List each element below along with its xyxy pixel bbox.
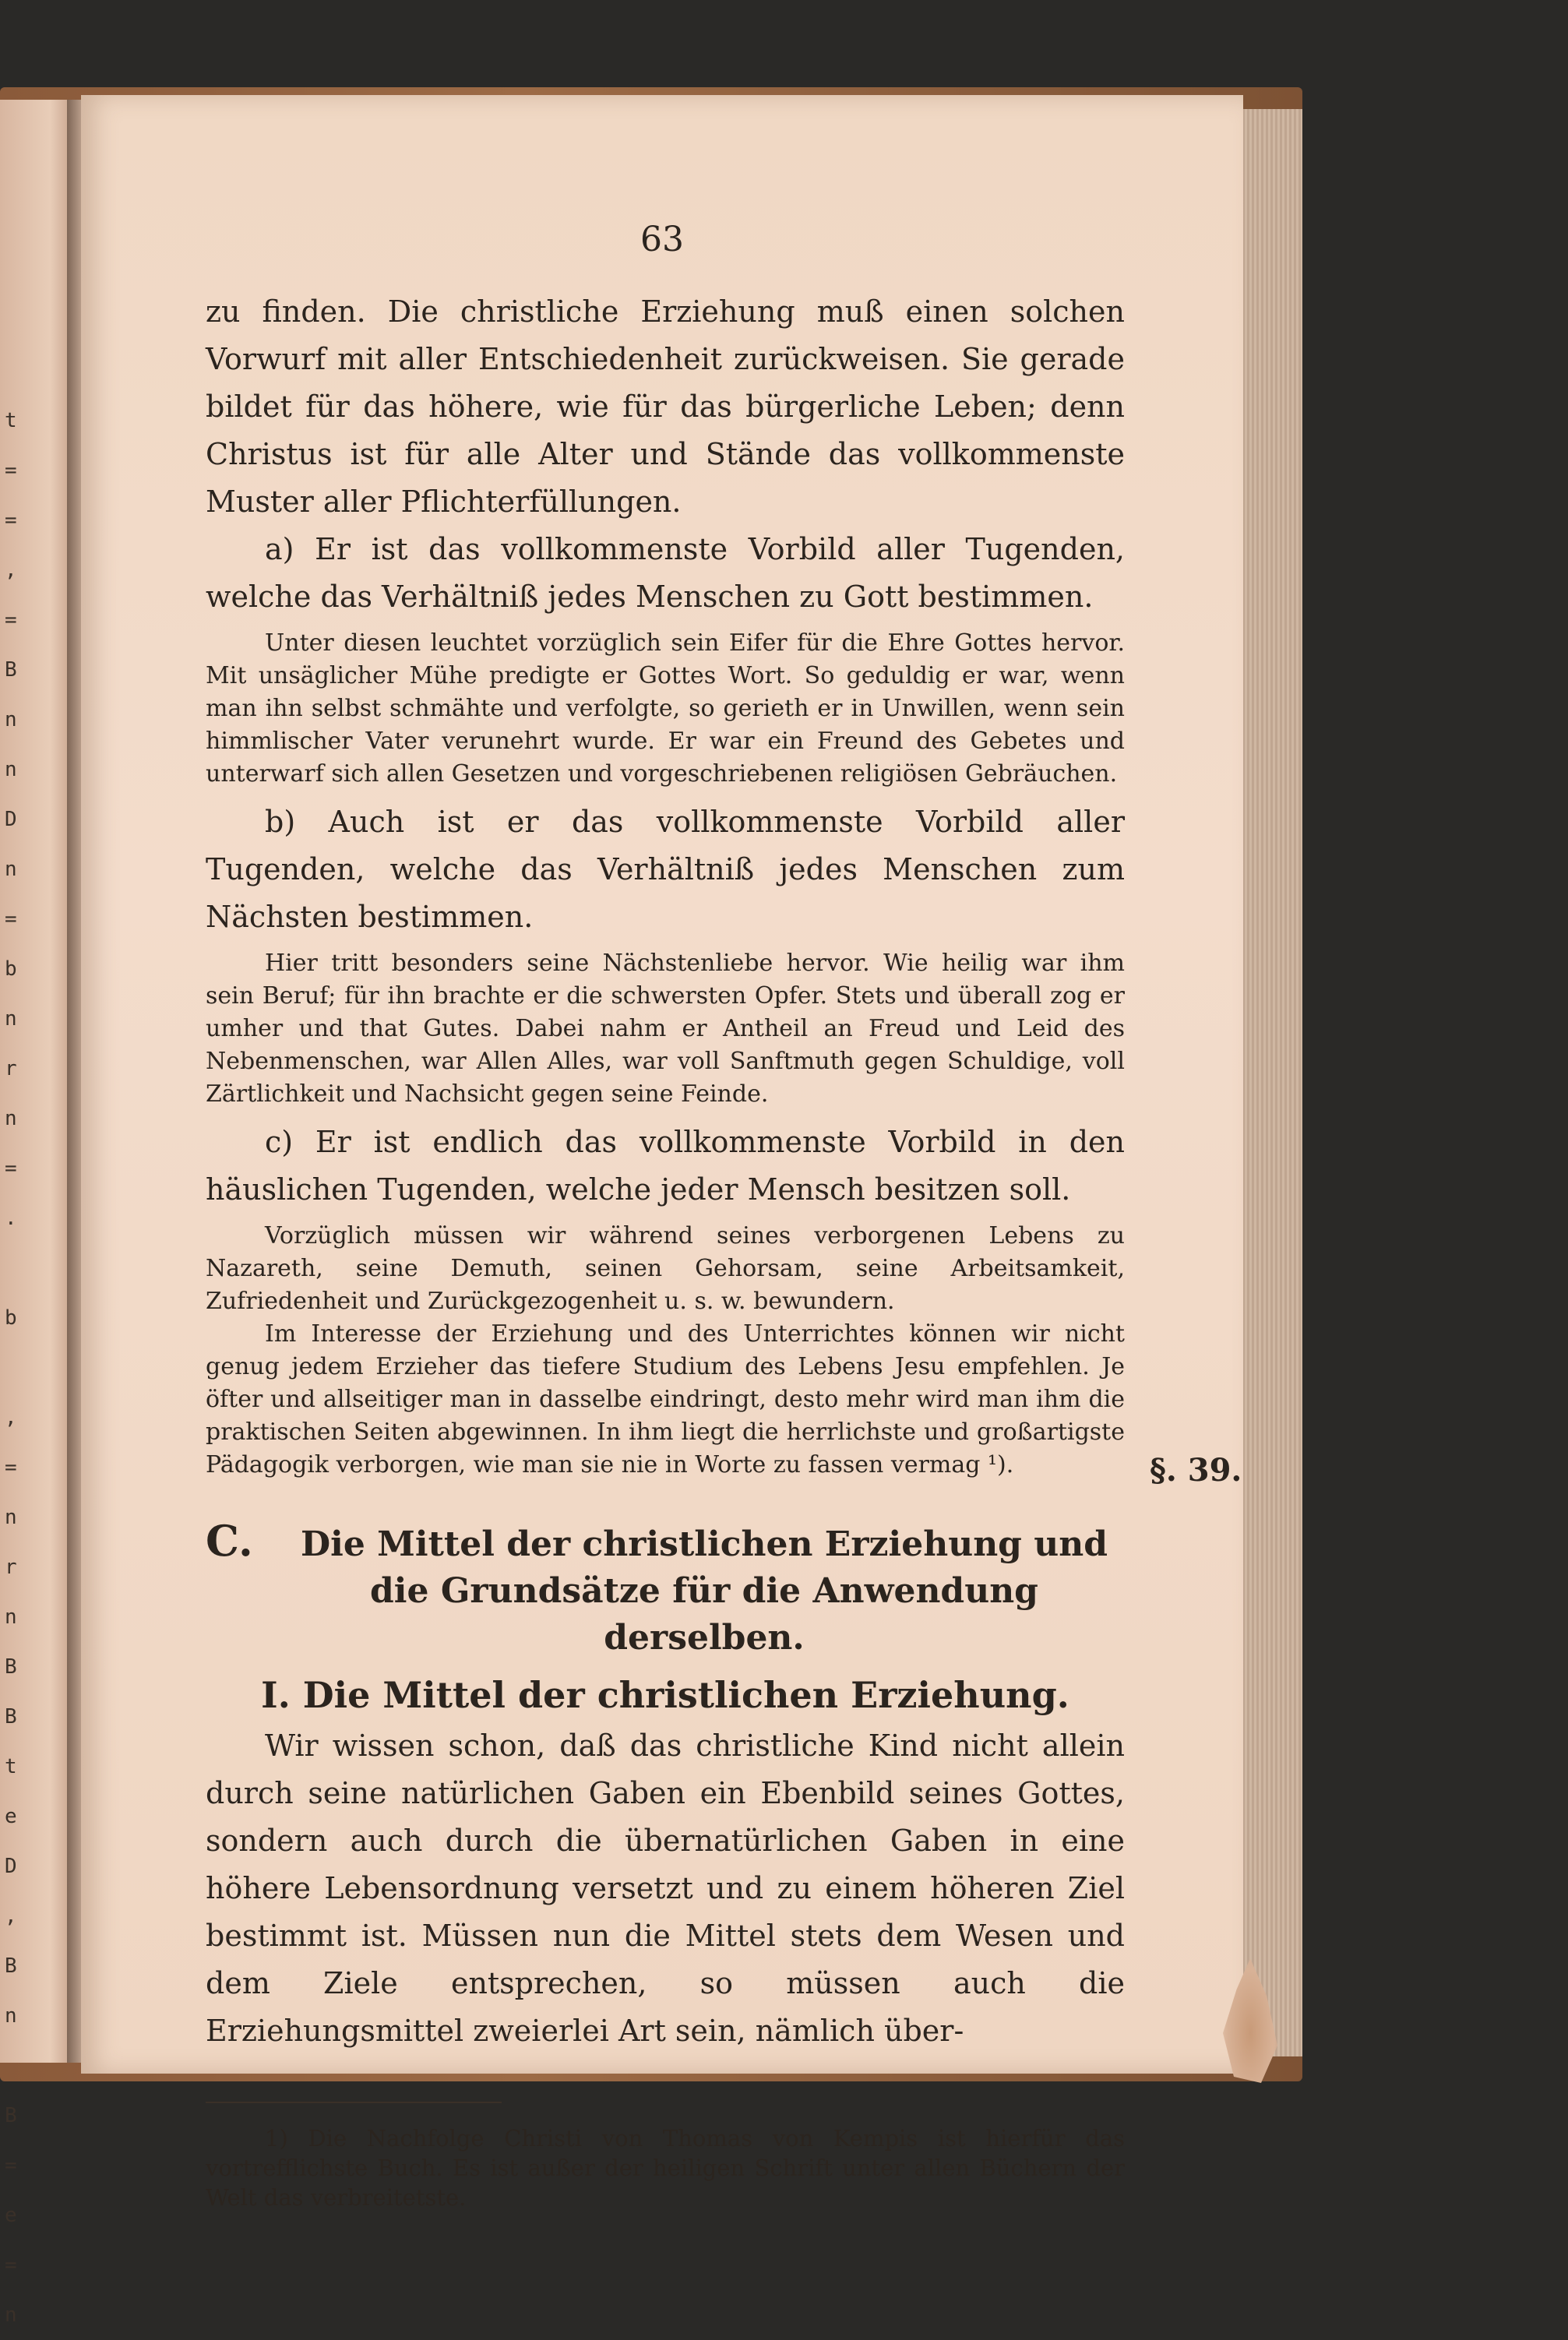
paragraph: Wir wissen schon, daß das christliche Kind nicht allein durch seine natürlichen Gaben ein Ebenbild seines Gottes, sondern auch durch die übernatürlichen Gaben in eine höhere Lebensordnung versetzt und zu einem höheren Ziel bestimmt ist. Müssen nun die Mittel stets dem Wesen und dem Ziele entsprechen, so müssen auch die Erziehungsmittel zweierlei Art sein, nämlich über- [206, 1729, 1125, 2048]
book-gutter [67, 100, 83, 2063]
subsection-title: I. Die Mittel der christlichen Erziehung. [261, 1674, 1069, 1716]
section-heading [206, 1516, 1125, 1662]
left-page-margin-marks: t = = , = B n n D n = b n r n = . b , = n r n B B t e D , B n B = e = n [5, 409, 17, 2327]
section-title: Die Mittel der christlichen Erziehung und die Grundsätze für die Anwendung derselben. [300, 1524, 1108, 1658]
left-page-edge [0, 100, 72, 2327]
paragraph: zu finden. Die christliche Erziehung muß einen solchen Vorwurf mit aller Entschiedenheit zurückweisen. Sie gerade bildet für das höhere, wie für das bürgerliche Leben; denn Christus ist für alle Alter und Stände das vollkommenste Muster aller Pflichterfüllungen. [206, 294, 1125, 519]
paragraph: b) Auch ist er das vollkommenste Vorbild aller Tugenden, welche das Verhältniß jedes Menschen zum Nächsten bestimmen. [206, 805, 1125, 934]
page-text-block [206, 288, 1125, 2212]
page-number: 63 [640, 220, 684, 259]
paragraph-small: Vorzüglich müssen wir während seines verborgenen Lebens zu Nazareth, seine Demuth, seinen Gehorsam, seine Arbeitsamkeit, Zufriedenheit und Zurückgezogenheit u. s. w. bewundern. [206, 1222, 1125, 1315]
paragraph-small: Unter diesen leuchtet vorzüglich sein Eifer für die Ehre Gottes hervor. Mit unsäglicher Mühe predigte er Gottes Wort. So geduldig er war, wenn man ihn selbst schmähte und verfolgte, so gerieth er in Unwillen, wenn sein himmlischer Vater verunehrt wurde. Er war ein Freund des Gebetes und unterwarf sich allen Gesetzen und vorgeschriebenen religiösen Gebräuchen. [206, 629, 1125, 788]
book-page [81, 95, 1243, 2211]
paragraph: c) Er ist endlich das vollkommenste Vorbild in den häuslichen Tugenden, welche jeder Mensch besitzen soll. [206, 1125, 1125, 1207]
footnote-rule [206, 2102, 502, 2103]
paragraph: a) Er ist das vollkommenste Vorbild aller Tugenden, welche das Verhältniß jedes Menschen zu Gott bestimmen. [206, 532, 1125, 614]
section-number: §. 39. [1150, 1452, 1242, 1489]
paragraph-small: Im Interesse der Erziehung und des Unterrichtes können wir nicht genug jedem Erzieher das tiefere Studium des Lebens Jesu empfehlen. Je öfter und allseitiger man in dasselbe eindringt, desto mehr wird man ihm die praktischen Seiten abgewinnen. In ihm liegt die herrlichste und großartigste Pädagogik verborgen, wie man sie nie in Worte zu fassen vermag ¹). [206, 1320, 1125, 1478]
section-letter: C. [206, 1516, 253, 1566]
footnote: 1) Die Nachfolge Christi von Thomas von Kempis ist hierfür das vortrefflichste Buch. Es ist außer der heiligen Schrift unter allen Büchern der Welt das verbreitetste. [206, 2125, 1125, 2211]
paragraph-small: Hier tritt besonders seine Nächstenliebe hervor. Wie heilig war ihm sein Beruf; für ihn brachte er die schwersten Opfer. Stets und überall zog er umher und that Gutes. Dabei nahm er Antheil an Freud und Leid des Nebenmenschen, war Allen Alles, war voll Sanftmuth gegen Schuldige, voll Zärtlichkeit und Nachsicht gegen seine Feinde. [206, 950, 1125, 1108]
